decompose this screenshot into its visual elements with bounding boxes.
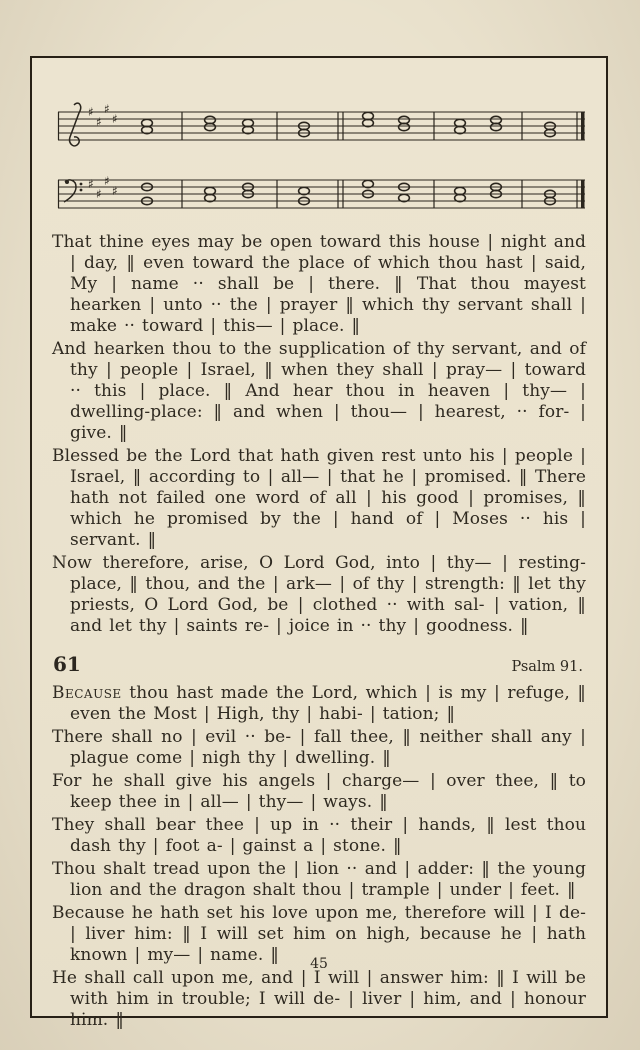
chant-verse: Blessed be the Lord that hath given rest unto his | people | Israel, ‖ according to | all— | that he | promised. ‖ There hath not failed one word of all | his good | promises, ‖ which he promised by the | hand of | Moses ·· his | servant. ‖ bbox=[52, 446, 586, 550]
svg-text:♯: ♯ bbox=[104, 174, 110, 188]
psalm-verse: For he shall give his angels | charge— | over thee, ‖ to keep thee in | all— | thy— | ways. ‖ bbox=[52, 771, 586, 812]
psalm-reference: Psalm 91. bbox=[511, 659, 583, 675]
svg-text:♯: ♯ bbox=[96, 115, 102, 129]
page-border-frame bbox=[30, 56, 608, 1030]
psalm-verse-rest: thou hast made the Lord, which | is my | refuge, ‖ even the Most | High, thy | habi- | tation; ‖ bbox=[70, 683, 586, 724]
page-number: 45 bbox=[310, 956, 328, 972]
bass-clef-icon bbox=[64, 180, 82, 202]
key-signature bbox=[88, 102, 118, 201]
psalm-verse-lead: Because bbox=[52, 683, 122, 703]
chant-continuation bbox=[52, 232, 586, 637]
svg-text:♯: ♯ bbox=[112, 112, 118, 126]
svg-text:♯: ♯ bbox=[88, 105, 94, 119]
psalm-verse: There shall no | evil ·· be- | fall thee, ‖ neither shall any | plague come | nigh thy | dwelling. ‖ bbox=[52, 727, 586, 768]
chant-verse: Now therefore, arise, O Lord God, into | thy— | resting-place, ‖ thou, and the | ark— | of thy | strength: ‖ let thy priests, O Lord God, be | clothed ·· with sal- | vation, ‖ and let thy | saints re- | joice in ·· thy | goodness. ‖ bbox=[52, 553, 586, 636]
psalm-verse: Because he hath set his love upon me, therefore will | I de- | liver him: ‖ I will set him on high, because he | hath known | my— | name. ‖ bbox=[52, 903, 586, 965]
psalm-verse: They shall bear thee | up in ·· their | hands, ‖ lest thou dash thy | foot a- | gainst a | stone. ‖ bbox=[52, 815, 586, 856]
chant-verse: That thine eyes may be open toward this house | night and | day, ‖ even toward the place of which thou hast | said, My | name ·· shall be | there. ‖ That thou mayest hearken | unto ·· the | prayer ‖ which thy servant shall | make ·· toward | this— | place. ‖ bbox=[52, 232, 586, 336]
psalm-verse bbox=[52, 683, 586, 725]
psalm-verse: He shall call upon me, and | I will | answer him: ‖ I will be with him in trouble; I will de- | liver | him, and | honour him. ‖ bbox=[52, 968, 586, 1030]
music-score bbox=[52, 92, 588, 218]
psalm-section-heading bbox=[52, 652, 586, 676]
psalm-verses bbox=[52, 683, 586, 1031]
svg-text:♯: ♯ bbox=[112, 184, 118, 198]
psalm-verse: Thou shalt tread upon the | lion ·· and | adder: ‖ the young lion and the dragon shalt thou | trample | under | feet. ‖ bbox=[52, 859, 586, 900]
treble-clef-icon bbox=[70, 103, 81, 146]
svg-text:♯: ♯ bbox=[88, 177, 94, 191]
svg-text:♯: ♯ bbox=[104, 102, 110, 116]
chant-verse: And hearken thou to the supplication of thy servant, and of thy | people | Israel, ‖ when they shall | pray— | toward ·· this | place. ‖ And hear thou in heaven | thy— | dwelling-place: ‖ and when | thou— | hearest, ·· for- | give. ‖ bbox=[52, 339, 586, 443]
section-number: 61 bbox=[53, 652, 81, 676]
svg-text:♯: ♯ bbox=[96, 187, 102, 201]
